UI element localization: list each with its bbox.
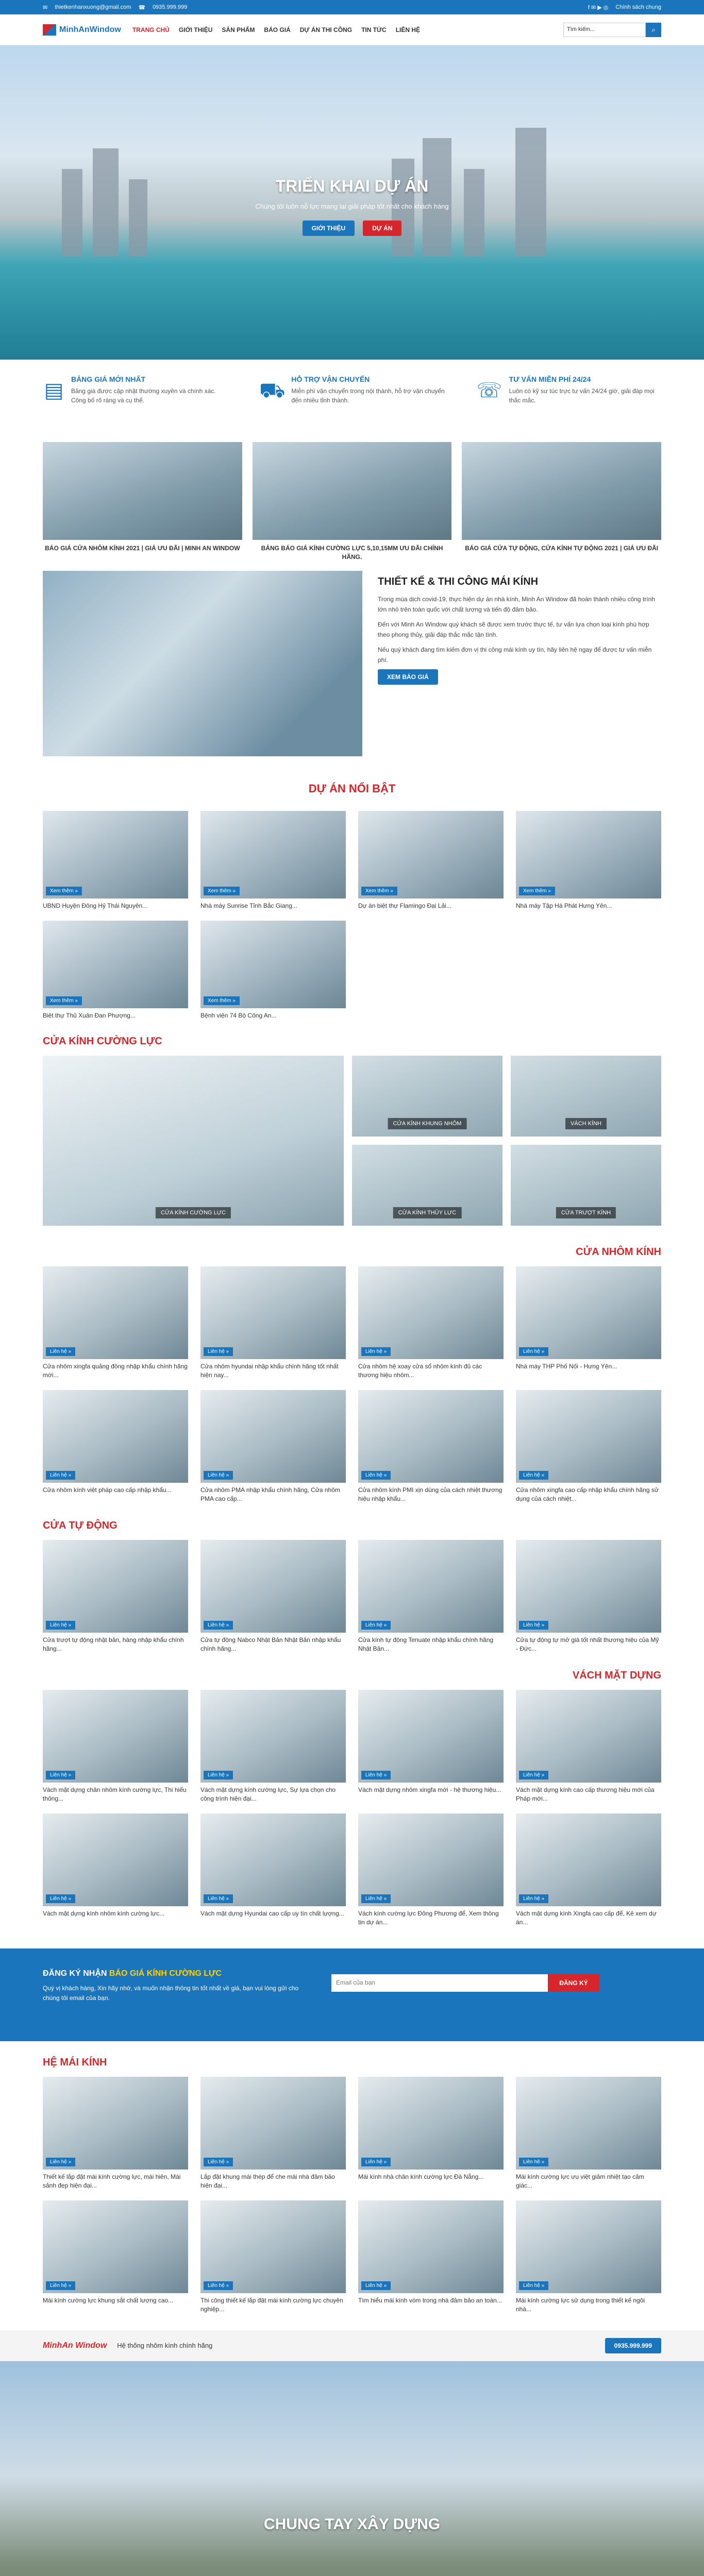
hero-title: TRIỂN KHAI DỰ ÁN (275, 177, 429, 195)
auto-tag[interactable]: Liên hệ » (361, 1621, 391, 1630)
roof-card[interactable] (516, 2077, 661, 2191)
alu-card[interactable] (516, 1390, 661, 1504)
curtain-title: VÁCH MẶT DỰNG (572, 1669, 661, 1681)
roof-image[interactable] (43, 2077, 188, 2170)
topbar-phone[interactable]: 0935.999.999 (153, 4, 188, 10)
nav-quote[interactable]: BÁO GIÁ (264, 26, 291, 33)
auto-image[interactable] (43, 1540, 188, 1633)
curtain-image[interactable] (43, 1690, 188, 1783)
curtain-tag[interactable]: Liên hệ » (46, 1771, 75, 1780)
projects-caption[interactable]: Nhà máy Sunrise Tỉnh Bắc Giang... (200, 902, 297, 909)
news-card[interactable] (43, 442, 242, 562)
curtain-tag[interactable]: Liên hệ » (519, 1771, 548, 1780)
auto-image[interactable] (200, 1540, 346, 1633)
curtain-caption[interactable]: Vách mặt dựng kính Xingfa cao cấp để, Kê xem dự án... (516, 1909, 657, 1926)
roof-tag[interactable]: Liên hệ » (204, 2281, 233, 2290)
news-card[interactable] (253, 442, 452, 562)
news-image[interactable] (253, 442, 452, 540)
curtain-card[interactable] (43, 1814, 188, 1928)
curtain-tag[interactable]: Liên hệ » (361, 1771, 391, 1780)
team-photo-banner (0, 2361, 704, 2576)
partner-bar (0, 2330, 704, 2361)
roof-card[interactable] (358, 2077, 504, 2191)
projects-caption[interactable]: Biệt thự Thủ Xuân Đan Phượng... (43, 1011, 136, 1019)
alu-tag[interactable]: Liên hệ » (361, 1471, 391, 1480)
logo-mark-icon (43, 24, 56, 36)
alu-card[interactable] (358, 1390, 504, 1504)
auto-image[interactable] (358, 1540, 504, 1633)
curtain-image[interactable] (516, 1814, 661, 1906)
projects-image[interactable] (43, 811, 188, 899)
projects-card[interactable] (358, 811, 504, 910)
projects-card[interactable] (43, 921, 188, 1020)
design-paragraph: Trong mùa dịch covid-19, thực hiện dự án nhà kính, Minh An Window đã hoàn thành nhiều công trình lớn nhỏ trên toàn quốc với chất lượng và tiến độ đảm bảo. (378, 596, 655, 614)
email-field[interactable]: Email của bạn (331, 1974, 548, 1992)
truck-icon: ⛟ (259, 379, 286, 402)
hero-subtitle: Chúng tôi luôn nỗ lực mang lại giải pháp tốt nhất cho khách hàng (255, 202, 449, 210)
search-input[interactable]: Tìm kiếm... (563, 23, 646, 37)
design-paragraph: Nếu quý khách đang tìm kiếm đơn vị thi công mái kính uy tín, hãy liên hệ ngay để được tư vấn miễn phí. (378, 646, 652, 664)
glass-grid (43, 1056, 661, 1226)
feature-shipping (259, 375, 445, 406)
alu-card[interactable] (43, 1266, 188, 1381)
nav-about[interactable]: GIỚI THIỆU (178, 26, 213, 33)
projects-title: DỰ ÁN NỔI BẬT (308, 782, 396, 795)
alu-card[interactable] (358, 1266, 504, 1381)
alu-title: CỬA NHÔM KÍNH (576, 1246, 661, 1258)
glass-card-large[interactable] (43, 1056, 344, 1226)
register-button[interactable]: ĐĂNG KÝ (548, 1974, 599, 1992)
curtain-image[interactable] (200, 1690, 346, 1783)
roof-tag[interactable]: Liên hệ » (361, 2281, 391, 2290)
curtain-image[interactable] (358, 1814, 504, 1906)
partner-brand: MinhAn Window (43, 2341, 107, 2350)
projects-tag[interactable]: Xem thêm » (46, 996, 82, 1005)
design-title: THIẾT KẾ & THI CÔNG MÁI KÍNH (378, 576, 539, 587)
team-title: CHUNG TAY XÂY DỰNG (263, 2515, 441, 2533)
feature-price (43, 375, 228, 406)
roof-caption[interactable]: Mái kính nhà chân kính cường lực Đà Nẵng... (358, 2173, 484, 2180)
hero-about-button[interactable]: GIỚI THIỆU (303, 221, 355, 236)
roof-caption[interactable]: Tìm hiểu mái kính vòm trong nhà đảm bảo an toàn... (358, 2296, 502, 2304)
roof-card[interactable] (200, 2077, 346, 2191)
social-icons[interactable]: f ✉ ▶ ◎ (588, 4, 609, 11)
curtain-image[interactable] (358, 1690, 504, 1783)
roof-image[interactable] (516, 2200, 661, 2293)
roof-section (43, 2057, 661, 2315)
news-title[interactable]: BẢNG BÁO GIÁ KÍNH CƯỜNG LỰC 5,10,15MM ƯU ĐÃI CHÍNH HÃNG. (261, 545, 443, 561)
alu-image[interactable] (516, 1390, 661, 1483)
hero-projects-button[interactable]: DỰ ÁN (363, 221, 401, 236)
auto-card[interactable] (516, 1540, 661, 1654)
auto-caption[interactable]: Cửa tự động tự mở giá tốt nhất thương hiệu của Mỹ - Đức... (516, 1636, 659, 1652)
curtain-tag[interactable]: Liên hệ » (361, 1894, 391, 1903)
topbar-policy-link[interactable]: Chính sách chung (615, 4, 661, 10)
alu-caption[interactable]: Cửa nhôm kính việt pháp cao cấp nhập khẩu... (43, 1486, 172, 1494)
feature-desc: Bảng giá được cập nhật thường xuyên và chính xác. Công bố rõ ràng và cụ thể. (71, 387, 216, 404)
projects-card[interactable] (200, 921, 346, 1020)
projects-tag[interactable]: Xem thêm » (361, 887, 397, 895)
top-bar (0, 0, 704, 14)
roof-tag[interactable]: Liên hệ » (46, 2158, 75, 2166)
news-card[interactable] (462, 442, 661, 562)
alu-card[interactable] (200, 1266, 346, 1381)
main-nav (132, 26, 420, 33)
feature-support (476, 375, 661, 406)
auto-card[interactable] (358, 1540, 504, 1654)
alu-card[interactable] (200, 1390, 346, 1504)
curtain-card[interactable] (200, 1690, 346, 1804)
projects-image[interactable] (43, 921, 188, 1008)
price-news-row (0, 442, 704, 566)
design-section (0, 571, 704, 761)
projects-caption[interactable]: UBND Huyện Đông Hỷ Thái Nguyên... (43, 902, 148, 909)
curtain-tag[interactable]: Liên hệ » (519, 1894, 548, 1903)
register-title (43, 1969, 311, 1978)
roof-card[interactable] (43, 2077, 188, 2191)
glass-card[interactable] (511, 1056, 661, 1137)
projects-card[interactable] (516, 811, 661, 910)
roof-tag[interactable]: Liên hệ » (46, 2281, 75, 2290)
roof-caption[interactable]: Thiết kế lắp đặt mái kính cường lực, mái hiên, Mái sảnh đẹp hiện đại... (43, 2173, 181, 2189)
alu-tag[interactable]: Liên hệ » (46, 1347, 75, 1356)
register-form (331, 1974, 599, 2003)
projects-card[interactable] (200, 811, 346, 910)
curtain-tag[interactable]: Liên hệ » (204, 1771, 233, 1780)
roof-caption[interactable]: Lắp đặt khung mái thép để che mái nhà đảm bảo hiện đại... (200, 2173, 335, 2189)
alu-caption[interactable]: Nhà máy THP Phố Nối - Hưng Yên... (516, 1362, 617, 1370)
curtain-tag[interactable]: Liên hệ » (46, 1894, 75, 1903)
design-image (43, 571, 362, 756)
glass-caption[interactable]: CỬA KÍNH CƯỜNG LỰC (156, 1207, 231, 1218)
roof-caption[interactable]: Thi công thiết kế lắp đặt mái kính cường lực chuyên nghiệp... (200, 2296, 343, 2313)
nav-home[interactable]: TRANG CHỦ (132, 26, 170, 33)
alu-tag[interactable]: Liên hệ » (204, 1471, 233, 1480)
glass-card[interactable] (511, 1145, 661, 1226)
curtain-card[interactable] (516, 1814, 661, 1928)
alu-image[interactable] (200, 1390, 346, 1483)
alu-caption[interactable]: Cửa nhôm hệ xoay cửa sổ nhôm kính đủ các thương hiệu nhôm... (358, 1362, 482, 1379)
nav-projects[interactable]: DỰ ÁN THI CÔNG (299, 26, 353, 33)
curtain-image[interactable] (516, 1690, 661, 1783)
alu-card[interactable] (516, 1266, 661, 1381)
roof-card[interactable] (43, 2200, 188, 2315)
curtain-caption[interactable]: Vách mặt dựng kính cao cấp thương hiệu mới của Pháp mới... (516, 1786, 655, 1802)
projects-image[interactable] (200, 921, 346, 1008)
news-title[interactable]: BÁO GIÁ CỬA NHÔM KÍNH 2021 | GIÁ ƯU ĐÃI | MINH AN WINDOW (45, 545, 240, 552)
roof-image[interactable] (43, 2200, 188, 2293)
alu-tag[interactable]: Liên hệ » (519, 1471, 548, 1480)
glass-caption[interactable]: CỬA TRƯỢT KÍNH (556, 1207, 616, 1218)
projects-image[interactable] (200, 811, 346, 899)
alu-tag[interactable]: Liên hệ » (361, 1347, 391, 1356)
roof-image[interactable] (200, 2200, 346, 2293)
feature-desc: Miễn phí vận chuyển trong nội thành, hỗ trợ vận chuyển đến nhiều tỉnh thành. (291, 387, 445, 404)
alu-card[interactable] (43, 1390, 188, 1504)
roof-image[interactable] (516, 2077, 661, 2170)
projects-tag[interactable]: Xem thêm » (204, 887, 240, 895)
search-icon[interactable]: ⌕ (646, 23, 661, 37)
design-paragraph: Đến với Minh An Window quý khách sẽ được xem trước thực tế, tư vấn lựa chọn loại kính phù hợp theo phong thủy, giải đáp thắc mắc tận tình. (378, 620, 649, 639)
search-box (563, 23, 661, 37)
glass-card[interactable] (352, 1056, 502, 1137)
curtain-caption[interactable]: Vách mặt dựng nhôm xingfa mới - hệ thương hiệu... (358, 1786, 501, 1793)
projects-image[interactable] (516, 811, 661, 899)
alu-image[interactable] (200, 1266, 346, 1359)
alu-image[interactable] (43, 1390, 188, 1483)
curtain-image[interactable] (43, 1814, 188, 1906)
auto-card[interactable] (200, 1540, 346, 1654)
curtain-card[interactable] (358, 1690, 504, 1804)
register-title-highlight: BÁO GIÁ KÍNH CƯỜNG LỰC (109, 1969, 222, 1978)
news-title[interactable]: BÁO GIÁ CỬA TỰ ĐỘNG, CỬA KÍNH TỰ ĐỘNG 2021 | GIÁ ƯU ĐÃI (465, 545, 659, 552)
auto-title: CỬA TỰ ĐỘNG (43, 1519, 118, 1531)
curtain-card[interactable] (358, 1814, 504, 1928)
curtain-card[interactable] (43, 1690, 188, 1804)
view-quote-button[interactable]: XEM BÁO GIÁ (378, 669, 438, 685)
site-header (0, 14, 704, 45)
roof-card[interactable] (200, 2200, 346, 2315)
alu-caption[interactable]: Cửa nhôm kính PMI xịn dùng của cách nhiệt thương hiệu nhập khẩu... (358, 1486, 502, 1502)
alu-image[interactable] (358, 1266, 504, 1359)
alu-tag[interactable]: Liên hệ » (519, 1347, 548, 1356)
curtain-card[interactable] (200, 1814, 346, 1928)
projects-section (43, 782, 661, 1928)
alu-tag[interactable]: Liên hệ » (46, 1471, 75, 1480)
feature-desc: Luôn có kỹ sư túc trực tư vấn 24/24 giờ, giải đáp mọi thắc mắc. (509, 387, 655, 404)
glass-caption[interactable]: CỬA KÍNH THỦY LỰC (393, 1207, 462, 1218)
projects-tag[interactable]: Xem thêm » (519, 887, 555, 895)
feature-title: BẢNG GIÁ MỚI NHẤT (71, 375, 146, 383)
curtain-caption[interactable]: Vách mặt dựng Hyundai cao cấp uy tín chất lượng... (200, 1909, 344, 1917)
projects-tag[interactable]: Xem thêm » (46, 887, 82, 895)
nav-products[interactable]: SẢN PHẨM (222, 26, 255, 33)
roof-tag[interactable]: Liên hệ » (519, 2158, 548, 2166)
partner-call-button[interactable]: 0935.999.999 (605, 2338, 661, 2353)
roof-title: HỆ MÁI KÍNH (43, 2056, 107, 2068)
roof-tag[interactable]: Liên hệ » (361, 2158, 391, 2166)
projects-card[interactable] (43, 811, 188, 910)
alu-tag[interactable]: Liên hệ » (204, 1347, 233, 1356)
alu-image[interactable] (43, 1266, 188, 1359)
curtain-card[interactable] (516, 1690, 661, 1804)
glass-caption[interactable]: CỬA KÍNH KHUNG NHÔM (388, 1118, 467, 1129)
feature-title: TƯ VẤN MIỄN PHÍ 24/24 (509, 375, 591, 383)
glass-caption[interactable]: VÁCH KÍNH (565, 1118, 607, 1129)
curtain-caption[interactable]: Vách mặt dựng kính cường lực, Sự lựa chọn cho công trình hiện đại... (200, 1786, 336, 1802)
auto-tag[interactable]: Liên hệ » (519, 1621, 548, 1630)
site-logo[interactable]: MinhAnWindow (43, 24, 121, 36)
hero-banner (0, 45, 704, 360)
register-title-prefix: ĐĂNG KÝ NHẬN (43, 1969, 107, 1978)
roof-card[interactable] (516, 2200, 661, 2315)
projects-caption[interactable]: Bệnh viện 74 Bộ Công An... (200, 1011, 277, 1019)
roof-tag[interactable]: Liên hệ » (204, 2158, 233, 2166)
partner-text: Hệ thống nhôm kính chính hãng (117, 2342, 213, 2350)
auto-caption[interactable]: Cửa trượt tự động nhật bản, hàng nhập khẩu chính hãng... (43, 1636, 184, 1652)
curtain-tag[interactable]: Liên hệ » (204, 1894, 233, 1903)
mail-icon: ✉ (43, 4, 48, 11)
roof-caption[interactable]: Mái kính cường lực ưu việt giảm nhiệt tạo cảm giác... (516, 2173, 644, 2189)
document-icon: ▤ (44, 379, 64, 402)
roof-caption[interactable]: Mái kính cường lực sử dụng trong thiết kế ngôi nhà... (516, 2296, 645, 2313)
alu-caption[interactable]: Cửa nhôm PMA nhập khẩu chính hãng, Cửa nhôm PMA cao cấp... (200, 1486, 340, 1502)
alu-caption[interactable]: Cửa nhôm xingfa cao cấp nhập khẩu chính hãng sử dụng của cách nhiệt... (516, 1486, 659, 1502)
auto-image[interactable] (516, 1540, 661, 1633)
features-strip (0, 360, 704, 442)
auto-caption[interactable]: Cửa tự động Nabco Nhật Bản Nhật Bản nhập khẩu chính hãng... (200, 1636, 341, 1652)
feature-title: HỖ TRỢ VẬN CHUYỂN (291, 375, 370, 383)
curtain-image[interactable] (200, 1814, 346, 1906)
news-image[interactable] (462, 442, 661, 540)
projects-caption[interactable]: Nhà máy Tập Hà Phát Hưng Yên... (516, 902, 612, 909)
topbar-email[interactable]: thietkenhanxuong@gmail.com (55, 4, 131, 10)
roof-image[interactable] (358, 2077, 504, 2170)
glass-title: CỬA KÍNH CƯỜNG LỰC (43, 1035, 162, 1047)
headset-icon: ☏ (476, 379, 502, 402)
auto-caption[interactable]: Cửa kính tự động Tenuate nhập khẩu chính hãng Nhật Bản... (358, 1636, 494, 1652)
curtain-caption[interactable]: Vách mặt dựng chân nhôm kính cường lực, Thi hiểu thông... (43, 1786, 187, 1802)
nav-news[interactable]: TIN TỨC (361, 26, 387, 33)
register-desc: Quý vị khách hàng, Xin hãy nhớ, và muốn nhận thông tin tốt nhất về giá, bạn vui lòng gửi cho chúng tôi email của bạn. (43, 1984, 299, 2002)
alu-caption[interactable]: Cửa nhôm xingfa quảng đông nhập khẩu chính hãng mới... (43, 1362, 188, 1379)
auto-tag[interactable]: Liên hệ » (204, 1621, 233, 1630)
roof-tag[interactable]: Liên hệ » (519, 2281, 548, 2290)
auto-tag[interactable]: Liên hệ » (46, 1621, 75, 1630)
glass-card[interactable] (352, 1145, 502, 1226)
nav-contact[interactable]: LIÊN HỆ (395, 26, 421, 33)
hero-building (423, 138, 451, 257)
register-banner (0, 1948, 704, 2041)
curtain-caption[interactable]: Vách kính cường lực Đông Phương để, Xem thông tin dự án... (358, 1909, 499, 1926)
roof-image[interactable] (200, 2077, 346, 2170)
alu-image[interactable] (358, 1390, 504, 1483)
projects-tag[interactable]: Xem thêm » (204, 996, 240, 1005)
roof-card[interactable] (358, 2200, 504, 2315)
roof-image[interactable] (358, 2200, 504, 2293)
news-image[interactable] (43, 442, 242, 540)
alu-image[interactable] (516, 1266, 661, 1359)
roof-caption[interactable]: Mái kính cường lực khung sắt chất lượng cao... (43, 2296, 174, 2304)
alu-caption[interactable]: Cửa nhôm hyundai nhập khẩu chính hãng tốt nhất hiện nay... (200, 1362, 339, 1379)
curtain-caption[interactable]: Vách mặt dựng kính nhôm kính cường lực... (43, 1909, 165, 1917)
projects-caption[interactable]: Dự án biệt thự Flamingo Đại Lải... (358, 902, 451, 909)
projects-image[interactable] (358, 811, 504, 899)
phone-icon: ☎ (138, 4, 146, 11)
auto-card[interactable] (43, 1540, 188, 1654)
